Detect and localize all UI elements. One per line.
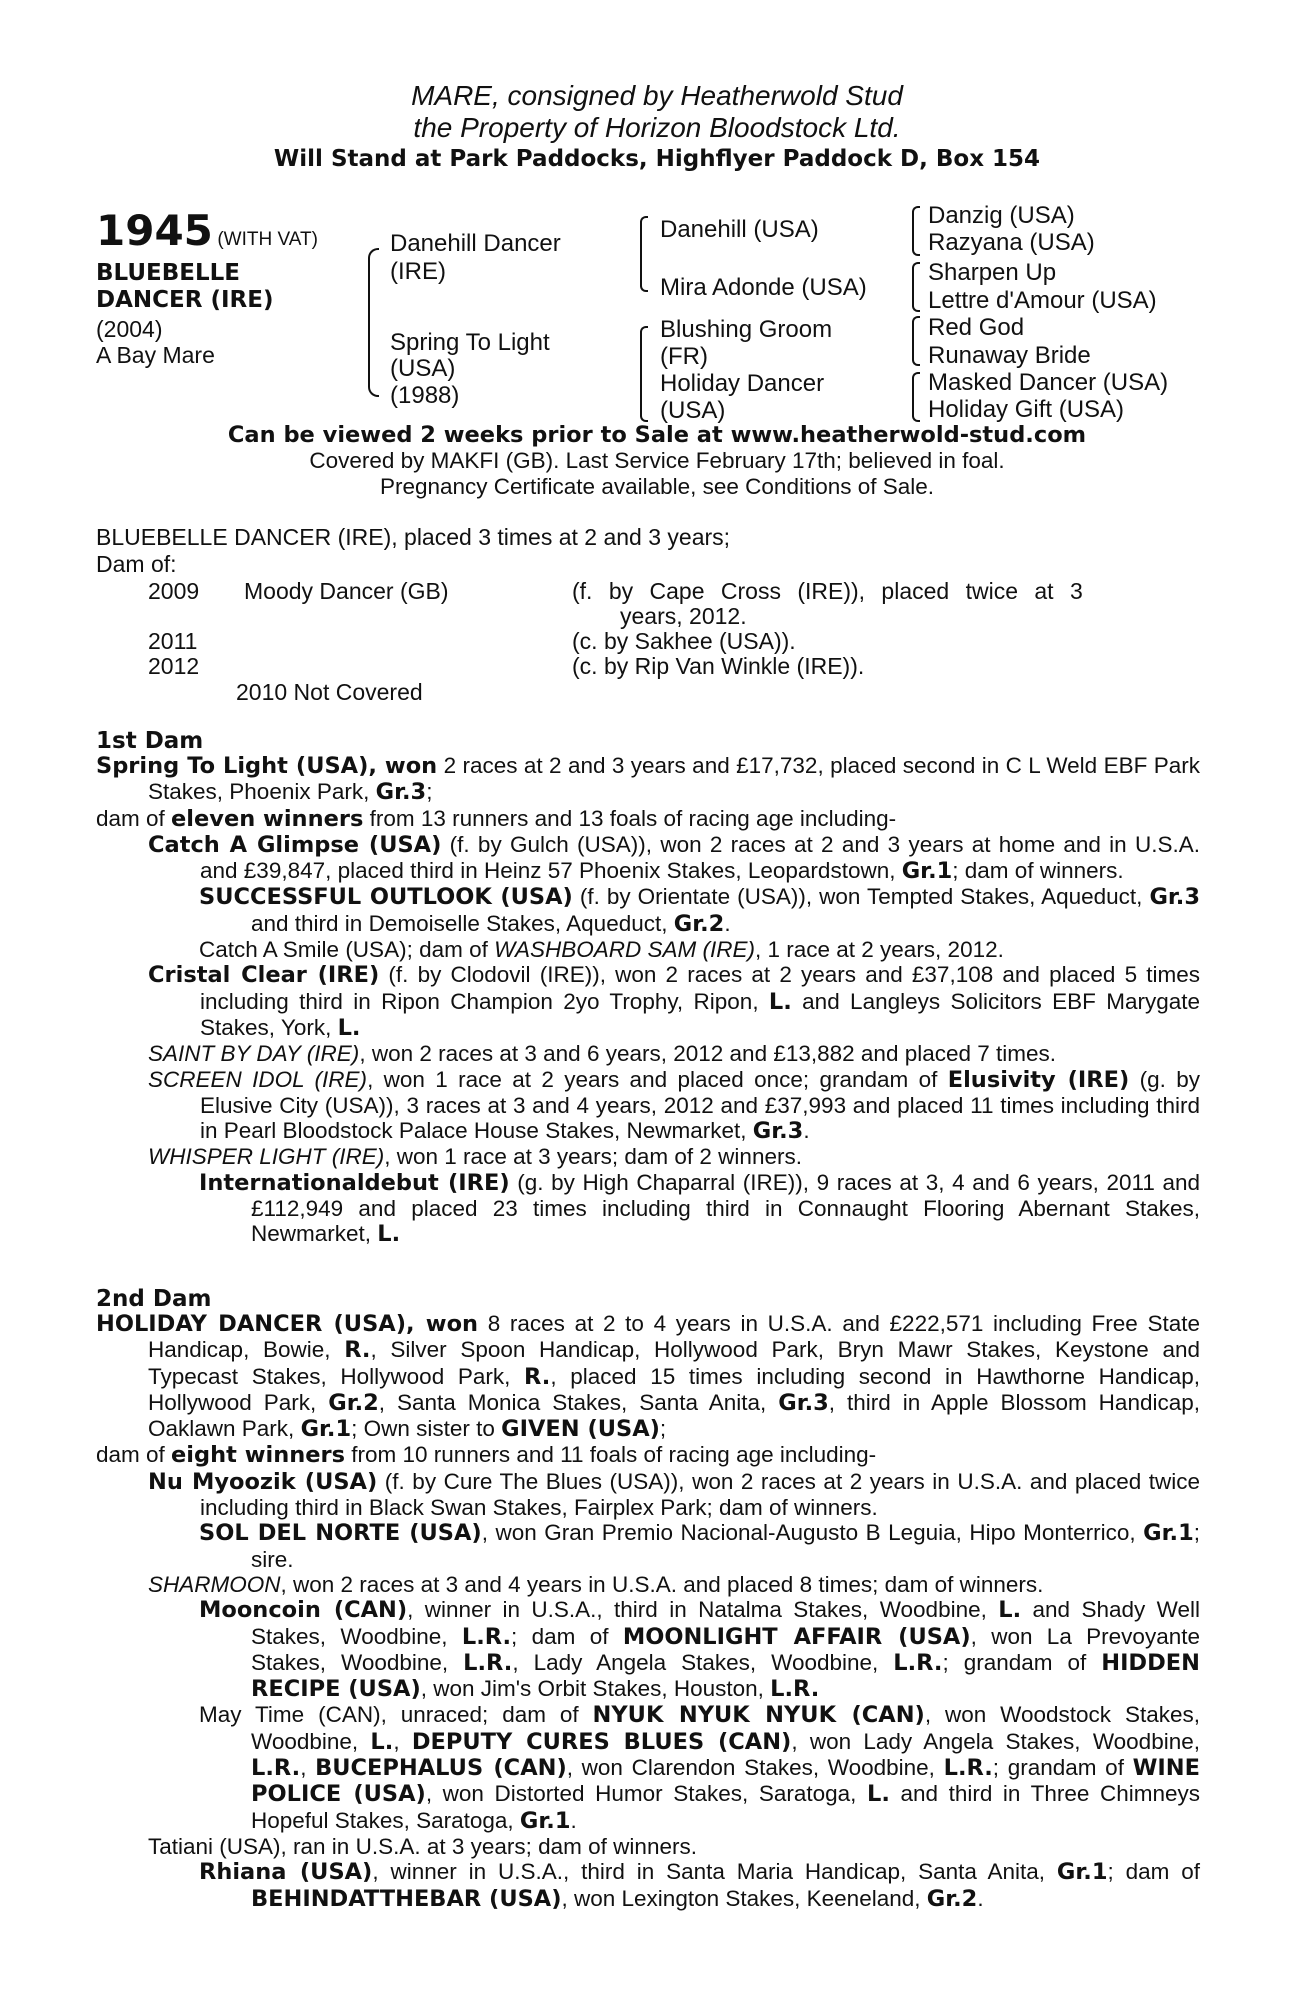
pedigree-gen3-4: Lettre d'Amour (USA) bbox=[928, 287, 1157, 314]
second-dam-entry: Mooncoin (CAN), winner in U.S.A., third in Natalma Stakes, Woodbine, L. and Shady Well Stakes, Woodbine, L.R.; dam of MOONLIGHT AFFAIR (USA), won La Prevoyante Stakes, Woodbine, L.R., Lady Angela Stakes, Woodbine, L.R.; grandam of HIDDEN RECIPE (USA), won Jim's Orbit Stakes, Houston, L.R. bbox=[199, 1597, 1200, 1703]
second-dam-summary: HOLIDAY DANCER (USA), won 8 races at 2 to 4 years in U.S.A. and £222,571 including Free State Handicap, Bowie, R., Silver Spoon Handicap, Hollywood Park, Bryn Mawr Stakes, Keystone and Typecast Stakes, Hollywood Park, R., placed 15 times including second in Hawthorne Handicap, Hollywood Park, Gr.2, Santa Monica Stakes, Santa Anita, Gr.3, third in Apple Blossom Handicap, Oaklawn Park, Gr.1; Own sister to GIVEN (USA); bbox=[96, 1311, 1200, 1443]
first-dam-entry: Catch A Smile (USA); dam of WASHBOARD SAM (IRE), 1 race at 2 years, 2012. bbox=[199, 937, 1004, 963]
lot-number: 1945 bbox=[96, 206, 213, 255]
second-dam-produce-summary: dam of eight winners from 10 runners and 11 foals of racing age including- bbox=[96, 1442, 877, 1469]
produce-detail-1: (f. by Cape Cross (IRE)), placed twice at 3 bbox=[572, 578, 1083, 604]
pedigree-dam: Spring To Light bbox=[390, 329, 550, 356]
first-dam-entry: SAINT BY DAY (IRE), won 2 races at 3 and 6 years, 2012 and £13,882 and placed 7 times. bbox=[148, 1041, 1057, 1067]
pregnancy-note: Pregnancy Certificate available, see Conditions of Sale. bbox=[379, 474, 935, 499]
first-dam-heading: 1st Dam bbox=[96, 728, 204, 754]
second-dam-entry: May Time (CAN), unraced; dam of NYUK NYUK NYUK (CAN), won Woodstock Stakes, Woodbine, L., DEPUTY CURES BLUES (CAN), won Lady Angela Stakes, Woodbine, L.R., BUCEPHALUS (CAN), won Clarendon Stakes, Woodbine, L.R.; grandam of WINE POLICE (USA), won Distorted Humor Stakes, Saratoga, L. and third in Three Chimneys Hopeful Stakes, Saratoga, Gr.1. bbox=[199, 1702, 1200, 1834]
first-dam-entry: Internationaldebut (IRE) (g. by High Chaparral (IRE)), 9 races at 3, 4 and 6 years, 2011 and £112,949 and placed 23 times including third in Connaught Flooring Abernant Stakes, Newmarket, L. bbox=[199, 1169, 1200, 1248]
produce-year-1: 2009 bbox=[148, 578, 200, 604]
pedigree-gen3-6: Runaway Bride bbox=[928, 342, 1091, 369]
covered-note: Covered by MAKFI (GB). Last Service February 17th; believed in foal. bbox=[309, 448, 1005, 473]
first-dam-entry: Cristal Clear (IRE) (f. by Clodovil (IRE)), won 2 races at 2 years and £37,108 and placed 5 times including third in Ripon Champion 2yo Trophy, Ripon, L. and Langleys Solicitors EBF Marygate Stakes, York, L. bbox=[148, 962, 1201, 1041]
vat-note: (WITH VAT) bbox=[217, 229, 318, 250]
second-dam-entry: Nu Myoozik (USA) (f. by Cure The Blues (USA)), won 2 races at 2 years in U.S.A. and placed twice including third in Black Swan Stakes, Fairplex Park; dam of winners. bbox=[148, 1468, 1201, 1521]
produce-year-3: 2012 bbox=[148, 653, 200, 679]
dam-of-label: Dam of: bbox=[96, 551, 177, 577]
pedigree-brace-main bbox=[368, 248, 379, 397]
pedigree-brace-g2 bbox=[912, 262, 920, 312]
horse-year: (2004) bbox=[96, 316, 163, 342]
horse-name-2: DANCER (IRE) bbox=[96, 287, 274, 313]
pedigree-dam-dam-2: (USA) bbox=[660, 397, 726, 424]
pedigree-sire-dam: Mira Adonde (USA) bbox=[660, 274, 867, 301]
horse-name-1: BLUEBELLE bbox=[96, 260, 241, 286]
pedigree-dam-sire-2: (FR) bbox=[660, 343, 708, 370]
lot-number-block bbox=[96, 206, 318, 255]
pedigree-gen3-5: Red God bbox=[928, 314, 1025, 341]
header-line-1: MARE, consigned by Heatherwold Stud bbox=[411, 80, 903, 111]
first-dam-section bbox=[96, 753, 1200, 1248]
not-covered-note: 2010 Not Covered bbox=[236, 679, 423, 705]
second-dam-entry: SOL DEL NORTE (USA), won Gran Premio Nacional-Augusto B Leguia, Hipo Monterrico, Gr.1; sire. bbox=[199, 1520, 1200, 1572]
second-dam-entry: SHARMOON, won 2 races at 3 and 4 years in U.S.A. and placed 8 times; dam of winners. bbox=[148, 1571, 1044, 1597]
pedigree-dam-sire-1: Blushing Groom bbox=[660, 316, 833, 343]
first-dam-entry: WHISPER LIGHT (IRE), won 1 race at 3 years; dam of 2 winners. bbox=[148, 1144, 802, 1170]
pedigree-dam-dam-1: Holiday Dancer bbox=[660, 370, 825, 397]
first-dam-produce-summary: dam of eleven winners from 13 runners and 13 foals of racing age including- bbox=[96, 805, 897, 832]
pedigree-gen3-2: Razyana (USA) bbox=[928, 229, 1095, 256]
produce-detail-3: (c. by Rip Van Winkle (IRE)). bbox=[572, 653, 865, 679]
pedigree-dam-country: (USA) bbox=[390, 355, 456, 382]
produce-name-1: Moody Dancer (GB) bbox=[244, 578, 449, 604]
pedigree-sire-sire: Danehill (USA) bbox=[660, 216, 819, 243]
horse-description: A Bay Mare bbox=[96, 342, 215, 368]
pedigree-gen3-3: Sharpen Up bbox=[928, 259, 1057, 286]
pedigree-gen3-8: Holiday Gift (USA) bbox=[928, 396, 1125, 423]
pedigree-brace-dam bbox=[640, 326, 648, 422]
first-dam-entry: SCREEN IDOL (IRE), won 1 race at 2 years and placed once; grandam of Elusivity (IRE) (g. by Elusive City (USA)), 3 races at 3 and 4 years, 2012 and £37,993 and placed 11 times including third in Pearl Bloodstock Palace House Stakes, Newmarket, Gr.3. bbox=[148, 1066, 1201, 1145]
viewing-note: Can be viewed 2 weeks prior to Sale at www.heatherwold-stud.com bbox=[227, 422, 1087, 448]
header-line-2: the Property of Horizon Bloodstock Ltd. bbox=[413, 112, 901, 143]
pedigree-brace-g1 bbox=[912, 206, 920, 256]
second-dam-entry: Tatiani (USA), ran in U.S.A. at 3 years; dam of winners. bbox=[148, 1833, 697, 1859]
pedigree-brace-g3 bbox=[912, 316, 920, 366]
header-stand-location: Will Stand at Park Paddocks, Highflyer Paddock D, Box 154 bbox=[273, 146, 1041, 172]
produce-intro: BLUEBELLE DANCER (IRE), placed 3 times at 2 and 3 years; bbox=[96, 524, 731, 550]
first-dam-entry: SUCCESSFUL OUTLOOK (USA) (f. by Orientate (USA)), won Tempted Stakes, Aqueduct, Gr.3 and third in Demoiselle Stakes, Aqueduct, Gr.2. bbox=[199, 884, 1200, 937]
pedigree-sire: Danehill Dancer bbox=[390, 230, 561, 257]
second-dam-section bbox=[96, 1311, 1200, 1912]
second-dam-heading: 2nd Dam bbox=[96, 1286, 212, 1312]
first-dam-entry: Catch A Glimpse (USA) (f. by Gulch (USA)), won 2 races at 2 and 3 years at home and in U.S.A. and £39,847, placed third in Heinz 57 Phoenix Stakes, Leopardstown, Gr.1; dam of winners. bbox=[148, 831, 1200, 885]
second-dam-entry: Rhiana (USA), winner in U.S.A., third in Santa Maria Handicap, Santa Anita, Gr.1; dam of BEHINDATTHEBAR (USA), won Lexington Stakes, Keeneland, Gr.2. bbox=[199, 1859, 1200, 1912]
pedigree-sire-country: (IRE) bbox=[390, 258, 446, 285]
pedigree-brace-sire bbox=[640, 216, 648, 292]
pedigree-gen3-1: Danzig (USA) bbox=[928, 202, 1075, 229]
produce-detail-2: (c. by Sakhee (USA)). bbox=[572, 628, 796, 654]
produce-detail-1b: years, 2012. bbox=[620, 603, 747, 629]
pedigree-gen3-7: Masked Dancer (USA) bbox=[928, 369, 1169, 396]
produce-year-2: 2011 bbox=[148, 628, 198, 654]
pedigree-brace-g4 bbox=[912, 372, 920, 422]
pedigree-dam-year: (1988) bbox=[390, 382, 460, 409]
first-dam-summary: Spring To Light (USA), won 2 races at 2 and 3 years and £17,732, placed second in C L Weld EBF Park Stakes, Phoenix Park, Gr.3; bbox=[96, 753, 1201, 806]
